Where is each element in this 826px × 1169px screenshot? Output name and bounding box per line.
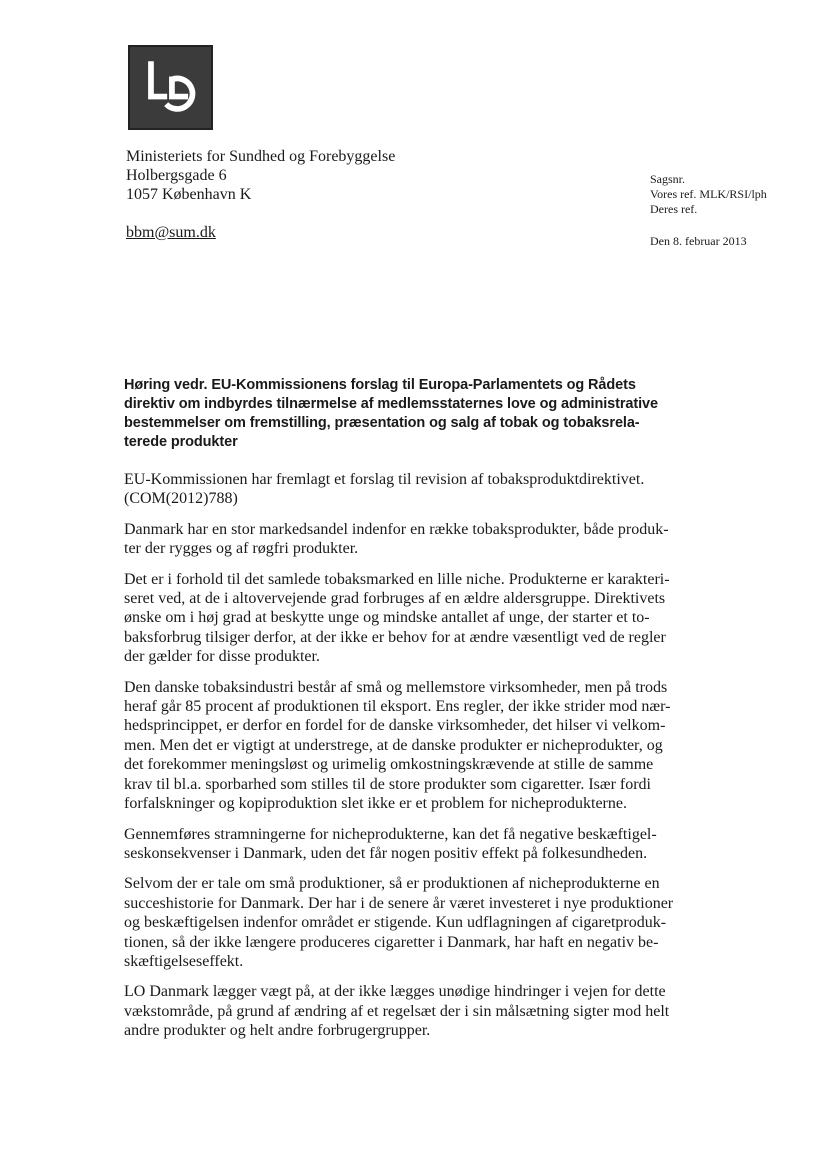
paragraph-line: Danmark har en stor markedsandel indenfor en række tobaksprodukter, både produk-: [124, 520, 669, 538]
paragraph-line: baksforbrug tilsiger derfor, at der ikke er behov for at ændre væsentligt ved de regler: [124, 628, 666, 646]
subject-line: Høring vedr. EU-Kommissionens forslag til Europa-Parlamentets og Rådets: [124, 377, 636, 393]
paragraph-line: men. Men det er vigtigt at understrege, at de danske produkter er nicheprodukter, og: [124, 736, 663, 754]
subject-line: terede produkter: [124, 434, 238, 450]
paragraph-7: [124, 982, 704, 1040]
recipient-name: Ministeriets for Sundhed og Forebyggelse: [126, 148, 396, 165]
your-reference-label: Deres ref.: [650, 202, 698, 216]
paragraph-line: Gennemføres stramningerne for nicheprodukterne, kan det få negative beskæftigel-: [124, 825, 657, 843]
recipient-email-link[interactable]: bbm@sum.dk: [126, 224, 216, 241]
paragraph-line: vækstområde, på grund af ændring af et regelsæt der i sin målsætning sigter mod helt: [124, 1002, 670, 1020]
paragraph-line: der gælder for disse produkter.: [124, 648, 320, 666]
lo-logo-icon: [130, 47, 211, 128]
paragraph-4: [124, 678, 704, 814]
paragraph-line: seret ved, at de i altovervejende grad forbruges af en ældre aldersgruppe. Direktivets: [124, 590, 666, 608]
our-reference: Vores ref. MLK/RSI/lph: [650, 187, 767, 201]
paragraph-line: Det er i forhold til det samlede tobaksmarked en lille niche. Produkterne er karakteri-: [124, 570, 670, 588]
paragraph-line: Selvom der er tale om små produktioner, så er produktionen af nicheprodukterne en: [124, 875, 660, 893]
paragraph-1: [124, 470, 704, 509]
paragraph-line: skæftigelseseffekt.: [124, 952, 244, 970]
subject-heading: [124, 376, 714, 452]
case-number-label: Sagsnr.: [650, 172, 686, 186]
recipient-street: Holbergsgade 6: [126, 167, 227, 184]
paragraph-line: Den danske tobaksindustri består af små og mellemstore virksomheder, men på trods: [124, 678, 668, 696]
reference-block: [650, 172, 767, 249]
lo-logo: [128, 45, 213, 130]
paragraph-line: hedsprincippet, er derfor en fordel for de danske virksomheder, det hilser vi velkom-: [124, 717, 666, 735]
paragraph-5: [124, 825, 704, 864]
paragraph-line: ter der rygges og af røgfri produkter.: [124, 540, 359, 558]
letter-body: [124, 470, 704, 1052]
paragraph-line: krav til bl.a. sporbarhed som stilles til de store produkter som cigaretter. Især fordi: [124, 775, 651, 793]
recipient-city: 1057 København K: [126, 186, 252, 203]
subject-line: direktiv om indbyrdes tilnærmelse af medlemsstaternes love og administrative: [124, 396, 658, 412]
paragraph-line: tionen, så der ikke længere produceres cigaretter i Danmark, har haft en negativ be-: [124, 933, 659, 951]
paragraph-line: EU-Kommissionen har fremlagt et forslag til revision af tobaksproduktdirektivet.: [124, 471, 645, 488]
paragraph-3: [124, 570, 704, 667]
letter-date: Den 8. februar 2013: [650, 234, 747, 248]
paragraph-line: seskonsekvenser i Danmark, uden det får nogen positiv effekt på folkesundheden.: [124, 844, 648, 862]
subject-line: bestemmelser om fremstilling, præsentation og salg af tobak og tobaksrela-: [124, 415, 640, 431]
paragraph-line: succeshistorie for Danmark. Der har i de senere år været investeret i nye produktioner: [124, 894, 674, 912]
paragraph-line: forfalskninger og kopiproduktion slet ikke er et problem for nicheprodukterne.: [124, 795, 627, 813]
paragraph-line: ønske om i høj grad at beskytte unge og mindske antallet af unge, der starter et to-: [124, 609, 650, 627]
paragraph-line: heraf går 85 procent af produktionen til eksport. Ens regler, der ikke strider mod nær-: [124, 698, 671, 716]
paragraph-line: (COM(2012)788): [124, 490, 238, 508]
paragraph-6: [124, 874, 704, 971]
paragraph-line: LO Danmark lægger vægt på, at der ikke lægges unødige hindringer i vejen for dette: [124, 983, 666, 1001]
recipient-address: [126, 147, 395, 242]
paragraph-2: [124, 520, 704, 559]
paragraph-line: det forekommer meningsløst og urimelig omkostningskrævende at stille de samme: [124, 756, 654, 774]
paragraph-line: andre produkter og helt andre forbrugergrupper.: [124, 1022, 431, 1040]
paragraph-line: og beskæftigelsen indenfor området er stigende. Kun udflagningen af cigaretproduk-: [124, 914, 667, 932]
